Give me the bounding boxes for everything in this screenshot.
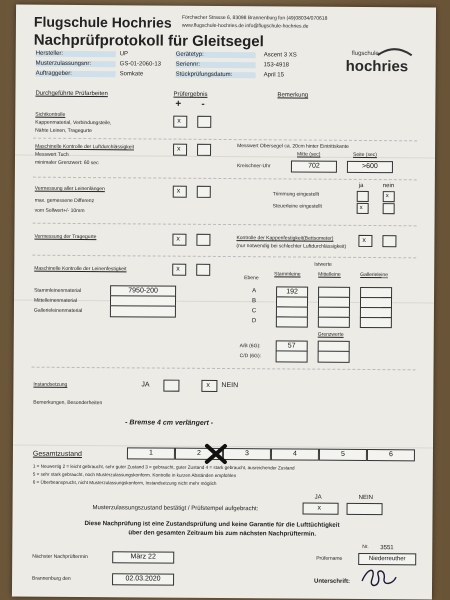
instand-nein-label: NEIN [221, 381, 239, 390]
instand-title: Instandsetzung [33, 381, 68, 388]
disclaimer-line1: Diese Nachprüfung ist eine Zustandsprüfung und keine Garantie für die Lufttüchtigkeit [84, 520, 340, 529]
bemerkung-text: - Bremse 4 cm verlängert - [125, 419, 214, 427]
auftrag-value: Somkate [119, 71, 144, 78]
school-name: Flugschule Hochries [33, 13, 172, 31]
instand-ja-checkbox[interactable] [163, 380, 179, 392]
mittelleine-header: Mittelleine [318, 271, 341, 278]
grade-cell-1[interactable]: 1 [127, 447, 175, 459]
gesamt-label: Gesamtzustand [32, 450, 82, 459]
sicht-line2: Nähte Leinen, Tragegurte [35, 127, 92, 135]
grade-cell-4[interactable]: 4 [271, 448, 319, 460]
auftrag-label: Auftraggeber: [36, 71, 116, 78]
seite-value: >600 [347, 161, 393, 173]
muster-label: Musterzulassungsnr: [36, 61, 116, 68]
luft-minus-checkbox[interactable] [197, 144, 211, 156]
grade-legend-1: 1 = Neuwertig 2 = leicht gebraucht, sehr guter Zustand 3 = gebraucht, guter Zustand 4 = stark gebraucht, ausreichender Zustand [32, 463, 295, 471]
divider [32, 367, 416, 371]
istwert-cell [276, 316, 308, 327]
stueck-label: Stückprüfungsdatum: [176, 72, 256, 79]
leinen-title: Vermessung aller Leinenlängen [34, 185, 105, 193]
datum-value: 02.03.2020 [112, 573, 174, 585]
ebene-row-label: D [251, 318, 257, 325]
nein-header: nein [382, 183, 395, 190]
kappe-plus-checkbox[interactable]: x [358, 235, 372, 247]
divider [33, 138, 417, 142]
school-web: www.flugschule-hochries.de info@flugschule-hochries.de [181, 22, 309, 30]
gallerie-label: Gallerieleinenmaterial [33, 307, 83, 315]
luft-note: Messwert Obersegel ca. 20cm hinter Eintrittskante [237, 143, 349, 150]
ebene-row-label: B [251, 298, 257, 305]
bestaetigt-nein-checkbox[interactable] [347, 503, 383, 515]
leinen-minus-checkbox[interactable] [197, 186, 211, 198]
leinen-plus-checkbox[interactable]: x [173, 186, 187, 198]
seite-label: Seite (sec) [353, 151, 377, 159]
grade-legend-3: 6 = Überbeansprucht, nicht Musterzulassungskonform, Instandsetzung nicht mehr möglich [32, 479, 217, 486]
ja-header: ja [358, 182, 364, 189]
istwerte-header: Istwerte [314, 261, 332, 268]
unterschrift-label: Unterschrift: [314, 578, 351, 585]
logo-wordmark: hochries [345, 57, 409, 76]
kappe-note: (nur notwendig bei schlechter Luftdurchlässigkeit) [236, 243, 347, 250]
kappe-minus-checkbox[interactable] [382, 235, 396, 247]
plus-header: + [175, 98, 182, 110]
steuer-label: Steuerleine eingestellt [272, 203, 322, 210]
gallerieleine-header: Gallerieleine [360, 271, 389, 279]
bestaetigt-ja-checkbox[interactable]: x [303, 503, 339, 515]
instand-nein-checkbox[interactable]: x [201, 380, 217, 392]
stamm-value: 7950-200 [110, 285, 176, 297]
protocol-sheet [12, 5, 436, 600]
muster-value: GS-01-2060-13 [119, 61, 162, 68]
cd-stamm-value [276, 350, 308, 362]
pruefer-value: Niederreuther [358, 553, 416, 565]
luft-plus-checkbox[interactable]: x [173, 144, 187, 156]
geraetetyp-label: Gerätetyp: [176, 52, 256, 59]
leinen-line1: max. gemessene Differenz [34, 197, 95, 205]
serien-label: Seriennr: [176, 62, 256, 69]
luft-line2: minimaler Grenzwert: 60 sec [34, 159, 99, 167]
luft-title: Maschinelle Kontrolle der Luftdurchlässigkeit [35, 143, 135, 151]
instand-ja-label: JA [141, 381, 150, 389]
steuer-nein-checkbox[interactable] [383, 203, 395, 214]
trimm-label: Trimmung eingestellt [272, 191, 320, 198]
trage-plus-checkbox[interactable]: x [172, 234, 186, 246]
geraetetyp-value: Ascent 3 XS [263, 52, 297, 59]
trage-minus-checkbox[interactable] [196, 234, 210, 246]
ab-label: A/B (6G): [239, 343, 261, 350]
logo-subtext: flugschule [351, 50, 379, 58]
grade-cell-5[interactable]: 5 [319, 449, 367, 461]
column-ergebnis: Prüfergebnis [173, 91, 208, 98]
page-title: Nachprüfprotokoll für Gleitsegel [33, 31, 264, 51]
ebene-header: Ebene [244, 275, 259, 282]
divider [33, 177, 417, 181]
stammleine-header: Stammleine [274, 271, 301, 278]
trage-title: Vermessung der Tragegurte [34, 233, 97, 241]
serien-value: 153-4918 [263, 62, 290, 69]
stueck-value: April 15 [263, 72, 284, 79]
divider [33, 223, 417, 227]
divider [32, 255, 416, 259]
istwert-cell [360, 317, 392, 328]
hersteller-label: Hersteller: [36, 51, 116, 58]
column-bemerkung: Bemerkung [277, 92, 309, 99]
school-address: Förchacher Strasse 6, 83098 Brannenburg fon (49)08034/070618 [181, 14, 328, 22]
gallerie-value [110, 305, 176, 317]
cd-mittel-value [318, 351, 350, 363]
sicht-plus-checkbox[interactable]: x [173, 116, 187, 128]
nr-label: Nr. [362, 543, 369, 551]
minus-header: - [201, 98, 205, 110]
disclaimer-line2: über den gesamten Zeitraum bis zum nächsten Nachprüftermin. [128, 529, 317, 538]
bestaetigt-text: Musterzulassungszustand bestätigt / Prüfstempel aufgebracht: [92, 505, 259, 513]
grade-legend-2: 5 = sehr stark gebraucht, noch Musterzulassungskonform. Kontrolle in kurzen Abständen empfohlen [32, 471, 237, 479]
signature-icon [356, 563, 400, 593]
istwert-cell [318, 317, 350, 328]
leinen-line2: vom Sollwert+/- 10mm [34, 207, 85, 215]
trimm-ja-checkbox[interactable] [357, 191, 369, 202]
nr-value: 3551 [380, 545, 394, 552]
grade-cell-6[interactable]: 6 [367, 449, 415, 461]
mittel-label: Mittelleinenmaterial [33, 297, 78, 304]
grade-cell-3[interactable]: 3 [223, 448, 271, 460]
ebene-row-label: C [251, 308, 257, 315]
mitte-value: 702 [291, 160, 337, 172]
istwert-cell: 192 [276, 286, 308, 297]
bestaetigt-nein-label: NEIN [358, 494, 373, 502]
kreisch-label: Kreischner-Uhr [236, 163, 271, 170]
grade-cell-2[interactable]: 2 [175, 448, 223, 460]
luft-line1: Messwert Tuch [35, 151, 69, 158]
bestaetigt-ja-label: JA [314, 494, 322, 501]
ort-label: Brannenburg den [32, 575, 71, 582]
cd-label: C/D (6G): [239, 353, 262, 360]
mitte-label: Mitte (sec) [297, 151, 321, 158]
ebene-row-label: A [252, 288, 257, 295]
kappe-title: Kontrolle der Kappenfestigkeit(Bettsometer) [236, 235, 334, 242]
naechster-label: Nächster Nachprüftermin [32, 553, 88, 561]
grenzwerte-header: Grenzwerte [317, 331, 344, 338]
sicht-minus-checkbox[interactable] [197, 116, 211, 128]
sicht-line1: Kappenmaterial, Verbindungsteile, [35, 119, 112, 127]
pruefer-label: Prüfername [316, 555, 343, 562]
sicht-title: Sichtkontrolle [35, 111, 66, 118]
bemerkungen-label: Bemerkungen, Besonderheiten [33, 399, 103, 407]
trimm-nein-checkbox[interactable]: x [383, 191, 395, 202]
leinfest-title: Maschinelle Kontrolle der Leinenfestigkeit [34, 265, 127, 273]
hersteller-value: UP [119, 51, 129, 58]
ab-stamm-value: 57 [276, 340, 308, 352]
grade-cross-mark-icon [203, 443, 229, 465]
naechster-value: März 22 [112, 551, 174, 563]
stamm-label: Stammleinenmaterial [34, 287, 82, 295]
leinfest-plus-checkbox[interactable]: x [172, 264, 186, 276]
column-arbeiten: Durchgeführte Prüfarbeiten [35, 90, 108, 98]
leinfest-minus-checkbox[interactable] [196, 264, 210, 276]
steuer-ja-checkbox[interactable]: x [357, 203, 369, 214]
